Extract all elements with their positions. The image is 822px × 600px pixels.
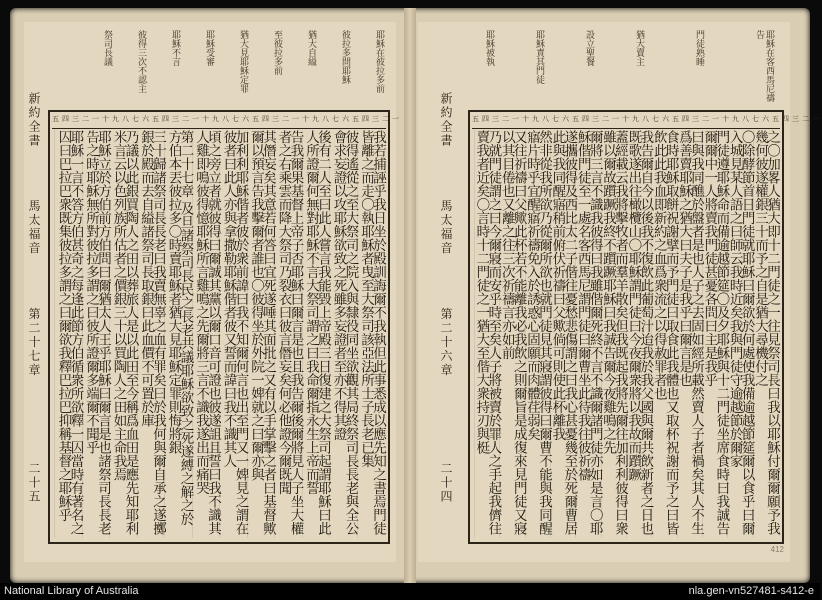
book-title: 新約全書 bbox=[439, 92, 453, 148]
right-text-columns bbox=[474, 130, 778, 538]
book-gutter bbox=[404, 8, 416, 583]
text-column: 耶穌立於方伯前方伯問曰爾猶太人王乎耶穌曰爾言是也諸祭司長長老告之時耶穌無所對彼拉多謂之曰彼所證爾多端爾不聞乎 bbox=[82, 130, 110, 538]
gospel-name: 馬太福音 bbox=[27, 199, 41, 256]
left-headnotes bbox=[48, 26, 390, 106]
text-column: 耶穌一言不答方伯甚奇之每逢此節方伯循衆所欲釋一囚當時有著名之囚曰巴拉巴衆既集彼拉多謂之曰爾欲我釋巴拉巴抑稱基督之耶穌乎 bbox=[54, 130, 82, 538]
headnote: 至彼拉多前 bbox=[272, 30, 282, 75]
right-running-title bbox=[438, 92, 455, 377]
headnote: 耶穌受審 bbox=[204, 30, 214, 66]
scan-number: 412 bbox=[770, 545, 784, 554]
library-credit: National Library of Australia bbox=[4, 585, 139, 597]
text-column: 然非從我所欲乃從爾所欲也就門徒見其寢謂彼得曰爾曹不能與我同醒寤片時乎宜醒寤祈禱免入於誘惑心固願而肉體荏弱矣 bbox=[525, 130, 550, 538]
text-column: 又往祈禱曰父歟此杯若不能離我必我飲之則爾旨是成復來見門徒又寢以其目倦也又離之往三次祈禱言亦如前 bbox=[499, 130, 524, 538]
headnote: 彼拉多問耶穌 bbox=[340, 30, 350, 84]
text-column: 其僭妄矣其意若何答曰宜死遂唾其面批之又有以手掌擊之者曰基督歟爾以預言告我擊爾者誰也〇彼得坐於外院一婢就之曰爾亦與 bbox=[247, 130, 275, 538]
headnote: 門徒熟睡 bbox=[694, 30, 704, 66]
chapter-title: 第二十七章 bbox=[27, 307, 41, 378]
chapter-title: 第二十六章 bbox=[439, 307, 453, 378]
text-column: 三十歸諸祭司長長老曰我賣無辜之血有罪矣曰於我何與爾自承之遂擲銀於殿而去自縊諸祭司長取銀曰此血價不可置於庫 bbox=[137, 130, 165, 538]
headnote: 設立聖餐 bbox=[584, 30, 594, 66]
text-column: 曰與我同醮於盤者是也人子之去固如經所載然賣人子者禍矣其人不生爲善賣耶穌之猶大曰夫子是我乎曰爾言是也 bbox=[677, 130, 702, 538]
scan-identifier: nla.gen-vn527481-s412-e bbox=[688, 585, 814, 597]
left-page bbox=[24, 22, 402, 562]
headnote: 祭司長議 bbox=[102, 30, 112, 66]
headnote: 猶大見耶穌定罪 bbox=[238, 30, 248, 93]
text-column: 後有二人至曰此人嘗言我能毀上帝殿三日復建之大祭司起謂耶穌曰此人所證爾何無對耶穌不言大祭司謂之曰我命爾指永生上帝而誓 bbox=[302, 130, 330, 538]
headnote: 耶穌不言 bbox=[170, 30, 180, 66]
text-column: 之〇加畧人猶大即十二門徒之一往見祭司長曰我以耶穌付爾爾願予我幾何彼遂權銀三十而予之自是猶大尋機付之 bbox=[753, 130, 778, 538]
verse-number-strip: 五四三二一十九八七六五四三二一十九八七六五四三二一十九八七六五四三二一 bbox=[52, 114, 386, 129]
text-column: 乃就門徒謂之曰今爾寢而安乎時至矣人子將被賣於罪人之手起我儕往賣我者近矣〇言時十二門徒之一猶大至偕大衆持刃與梃 bbox=[474, 130, 499, 538]
headnote: 耶穌在彼拉多前 bbox=[374, 30, 384, 93]
right-page bbox=[418, 22, 822, 562]
left-running-title bbox=[26, 92, 43, 377]
text-column: 我若捕誣乎我日坐於殿訓誨爾不我執但此事悉成以應先知之書焉門徒皆離之而走〇執耶穌者曳至大祭司該亞法所士子長老已集 bbox=[357, 130, 385, 538]
text-column: 遂攜彼得及西比太二子偕往憂愁悲傷謂之曰我心甚憂幾至於死爾曹居此與我同醒寤稍前俯伏祈禱曰父歟倘可則使此杯離我 bbox=[550, 130, 575, 538]
headnote: 猶大賣主 bbox=[634, 30, 644, 66]
headnote: 耶穌在客西馬尼禱告 bbox=[754, 30, 774, 102]
text-column: 彼得遙從之至大祭司之院入與隸役同坐欲觀其局終祭司長長老與全公會求妄證以攻耶穌欲致之死雖多妄證者至亦不得其證 bbox=[329, 130, 357, 538]
headnote: 耶穌責其門徒 bbox=[534, 30, 544, 84]
text-column: 食時耶穌取餅祝謝擘而予門徒曰取食此我體也又取杯祝謝而予之曰皆飲此此我血即新約之血爲衆流之以得赦罪者也 bbox=[651, 130, 676, 538]
text-column: 爾將三言不識我彼得曰我雖偕爾死終不言不識爾諸門徒亦如是言〇耶穌偕門徒至一處名客西馬尼謂門徒曰爾曹坐此待我往彼祈禱 bbox=[575, 130, 600, 538]
text-column: 頃之旁立者就彼得曰爾誠其黨以爾口音可證也彼遂詛且誓曰我不識其人雞即鳴彼得憶耶穌所言雞鳴之先爾將三言不識我遂出而痛哭 bbox=[192, 130, 220, 538]
right-text-frame bbox=[468, 110, 822, 544]
gospel-name: 馬太福音 bbox=[439, 199, 453, 256]
book-spread bbox=[10, 8, 822, 583]
verse-number-strip: 五四三二一十九八七六五四三二一十九八七六五四三二一十九八七六五四三二一 bbox=[472, 114, 780, 129]
text-column: 乃議以此銀買陶人之田以葬旅人是以此田至今稱爲血田是應先知耶利米言云以色列族所估者之價銀三十以買陶人之田如主命我焉 bbox=[109, 130, 137, 538]
text-column: 〇除酵節首日門徒就耶穌曰爾欲於何處使我備逾越節筵爾以食乎曰爾入城見某人語之曰師云我時近矣我與門徒守逾越節於爾家 bbox=[727, 130, 752, 538]
right-headnotes bbox=[468, 26, 784, 106]
headnote: 彼得三次不認主 bbox=[136, 30, 146, 93]
text-column: 加利利耶穌偕者彼於衆前諱曰我不知爾何言也出至門又一婢見之謂在彼者曰此人亦與拿撒勒耶穌偕者彼又誓而諱曰我不識其人 bbox=[219, 130, 247, 538]
book-title: 新約全書 bbox=[27, 92, 41, 148]
left-page-number: 二十五 bbox=[27, 462, 41, 504]
right-page-number: 二十四 bbox=[439, 462, 453, 504]
text-column: 告我爾果基督上帝子否耶穌曰爾言是也且我告爾後爾將見人子坐大權者之右乘雲而降大祭司乃裂衣曰彼言僭妄矣何必他證今爾既聞 bbox=[274, 130, 302, 538]
headnote: 耶穌被執 bbox=[484, 30, 494, 66]
left-text-columns bbox=[54, 130, 384, 538]
left-text-frame bbox=[48, 110, 402, 544]
text-column: 蓋經載云我將擊牧者而羣羊散矣但我既起我將先爾往加利利彼得曰衆雖以爾故躓蹶我終不躓蹶耶穌曰我誠告爾今夜雞鳴之先 bbox=[601, 130, 626, 538]
scan-footer bbox=[0, 583, 820, 600]
headnote: 猶大自縊 bbox=[306, 30, 316, 66]
text-column: 我告爾自今以後我不復飲此葡萄汁迨我於我父國與爾共飲新者之日也既歌遂出往橄欖山〇耶穌謂門徒曰今夜爾衆將以我故而躓蹶 bbox=[626, 130, 651, 538]
text-column: 門徒遵耶穌命而備逾越節筵〇及夕耶穌與十二門徒坐席食時曰我誠告爾爾中一人將賣我門徒甚憂各問曰主是我乎 bbox=[702, 130, 727, 538]
text-column: 第二十七章 及旦諸祭司長民之長老共議耶穌欲致之死遂縛之解之於方伯本丟彼拉多〇時賣耶穌者猶大見耶穌定罪則悔將銀 bbox=[164, 130, 192, 538]
